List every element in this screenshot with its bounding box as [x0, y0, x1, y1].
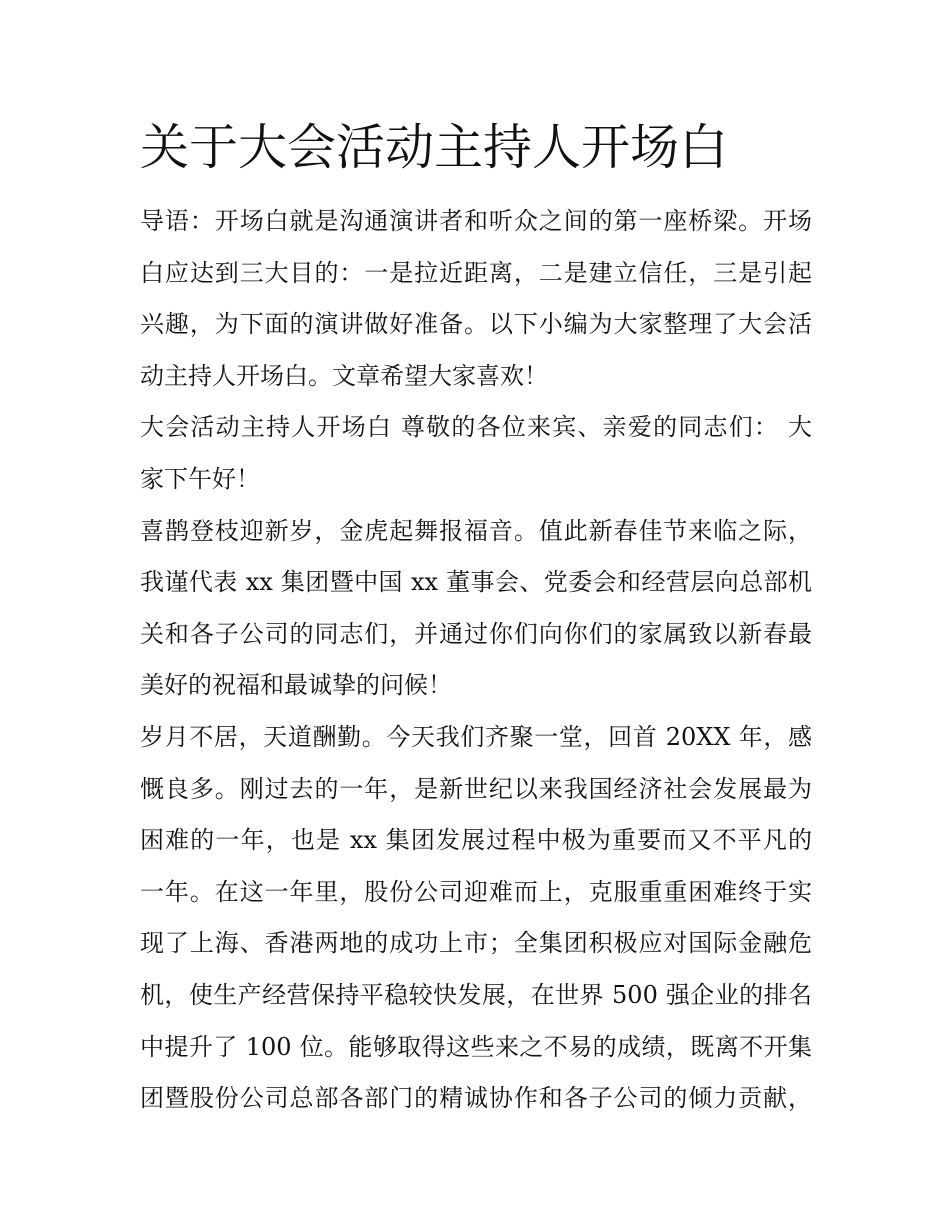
paragraph-line: 岁月不居，天道酬勤。今天我们齐聚一堂，回首 20XX 年，感 [140, 722, 812, 751]
document-title: 关于大会活动主持人开场白 [140, 119, 729, 176]
paragraph-line: 现了上海、香港两地的成功上市；全集团积极应对国际金融危 [140, 929, 812, 958]
paragraph-line: 困难的一年，也是 xx 集团发展过程中极为重要而又不平凡的 [140, 826, 812, 855]
paragraph-line: 喜鹊登枝迎新岁，金虎起舞报福音。值此新春佳节来临之际， [140, 516, 812, 545]
paragraph-line: 白应达到三大目的：一是拉近距离，二是建立信任，三是引起 [140, 258, 812, 287]
paragraph-line: 家下午好！ [140, 464, 260, 493]
paragraph-line: 一年。在这一年里，股份公司迎难而上，克服重重困难终于实 [140, 877, 812, 906]
paragraph-line: 中提升了 100 位。能够取得这些来之不易的成绩，既离不开集 [140, 1032, 812, 1061]
paragraph-line: 团暨股份公司总部各部门的精诚协作和各子公司的倾力贡献， [140, 1084, 812, 1113]
paragraph-line: 导语：开场白就是沟通演讲者和听众之间的第一座桥梁。开场 [140, 207, 812, 235]
paragraph-line: 关和各子公司的同志们，并通过你们向你们的家属致以新春最 [140, 619, 812, 648]
paragraph-line: 慨良多。刚过去的一年，是新世纪以来我国经济社会发展最为 [140, 774, 812, 803]
document-body [140, 196, 812, 1125]
paragraph-line: 机，使生产经营保持平稳较快发展，在世界 500 强企业的排名 [140, 980, 812, 1009]
paragraph-line: 我谨代表 xx 集团暨中国 xx 董事会、党委会和经营层向总部机 [140, 568, 812, 597]
paragraph-line: 动主持人开场白。文章希望大家喜欢！ [140, 361, 548, 390]
paragraph-line: 大会活动主持人开场白 尊敬的各位来宾、亲爱的同志们： 大 [140, 413, 812, 442]
paragraph-line: 兴趣，为下面的演讲做好准备。以下小编为大家整理了大会活 [140, 310, 812, 339]
paragraph-line: 美好的祝福和最诚挚的问候！ [140, 671, 452, 700]
